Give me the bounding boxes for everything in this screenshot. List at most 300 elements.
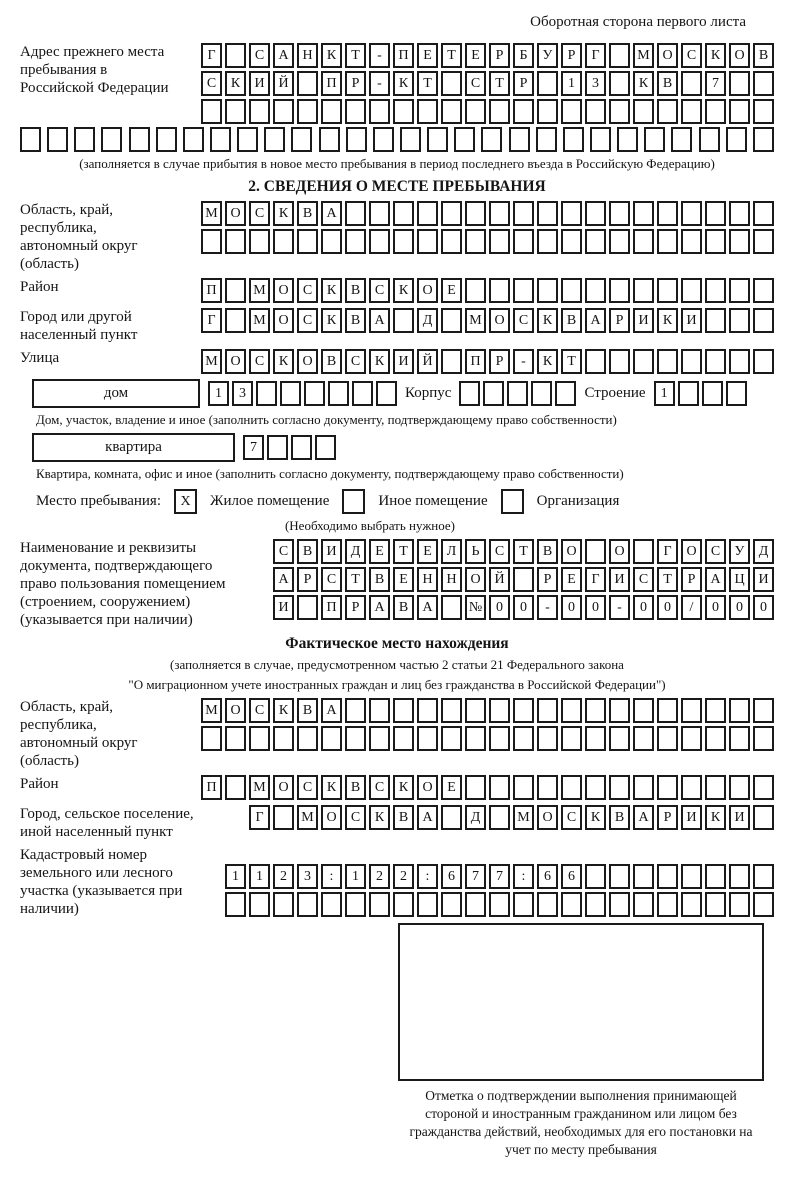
char-cell: 2	[393, 864, 414, 889]
char-cell	[753, 726, 774, 751]
char-cell: О	[465, 567, 486, 592]
char-cell	[369, 726, 390, 751]
char-cell: Й	[489, 567, 510, 592]
char-cell	[681, 229, 702, 254]
char-cell: С	[561, 805, 582, 830]
char-cell: О	[273, 278, 294, 303]
char-cell	[501, 489, 524, 514]
char-cell	[585, 864, 606, 889]
char-cell	[321, 892, 342, 917]
char-cell: К	[393, 278, 414, 303]
char-cell: С	[489, 539, 510, 564]
char-cell	[489, 99, 510, 124]
char-cell: С	[249, 43, 270, 68]
char-cell	[729, 71, 750, 96]
char-cell	[297, 726, 318, 751]
char-cell: К	[537, 349, 558, 374]
char-cell	[726, 381, 747, 406]
char-cell: Р	[489, 349, 510, 374]
char-cell	[590, 127, 611, 152]
char-cell	[705, 229, 726, 254]
char-cell: №	[465, 595, 486, 620]
char-cell: 1	[249, 864, 270, 889]
char-cell: А	[321, 201, 342, 226]
char-cell: :	[417, 864, 438, 889]
char-cell: Г	[201, 43, 222, 68]
char-cell	[681, 349, 702, 374]
char-cell	[297, 229, 318, 254]
char-cell	[753, 805, 774, 830]
char-cell: Р	[681, 567, 702, 592]
char-cell	[657, 99, 678, 124]
char-cell: 0	[705, 595, 726, 620]
char-cell	[393, 99, 414, 124]
prev-address-row-2	[201, 71, 774, 96]
char-cell	[633, 539, 654, 564]
char-cell	[249, 99, 270, 124]
char-cell	[513, 567, 534, 592]
char-cell: Е	[561, 567, 582, 592]
char-cell	[753, 229, 774, 254]
confirmation-mark-note: Отметка о подтверждении выполнения принимающей стороной и иностранным гражданином или лицом без гражданства действий, необходимых для его постановки на учет по месту пребывания	[409, 1088, 753, 1157]
prev-address-row-3	[201, 99, 774, 124]
char-cell	[237, 127, 258, 152]
char-cell	[280, 381, 301, 406]
char-cell	[417, 201, 438, 226]
char-cell: 3	[297, 864, 318, 889]
char-cell: Р	[513, 71, 534, 96]
char-cell: М	[633, 43, 654, 68]
char-cell	[465, 201, 486, 226]
char-cell	[489, 726, 510, 751]
char-cell: В	[609, 805, 630, 830]
char-cell: Е	[369, 539, 390, 564]
char-cell: О	[609, 539, 630, 564]
char-cell: Н	[297, 43, 318, 68]
char-cell: Р	[345, 71, 366, 96]
confirmation-mark-box	[398, 923, 764, 1081]
char-cell	[249, 229, 270, 254]
char-cell: В	[345, 278, 366, 303]
prev-address-row-1	[201, 43, 774, 68]
char-cell	[441, 71, 462, 96]
char-cell: 6	[537, 864, 558, 889]
option-organizatsiya-label: Организация	[536, 493, 620, 509]
fact-oblast-row-2	[201, 726, 774, 751]
char-cell	[369, 892, 390, 917]
char-cell	[555, 381, 576, 406]
char-cell: К	[393, 71, 414, 96]
char-cell	[671, 127, 692, 152]
char-cell: А	[321, 698, 342, 723]
ulitsa-row	[201, 349, 774, 374]
char-cell: К	[321, 278, 342, 303]
char-cell	[726, 127, 747, 152]
char-cell	[291, 127, 312, 152]
char-cell	[489, 201, 510, 226]
char-cell	[441, 99, 462, 124]
char-cell	[537, 775, 558, 800]
char-cell	[705, 278, 726, 303]
char-cell: В	[657, 71, 678, 96]
fact-raion-section	[20, 775, 774, 800]
char-cell	[345, 99, 366, 124]
char-cell: С	[345, 805, 366, 830]
char-cell	[585, 349, 606, 374]
char-cell: И	[321, 539, 342, 564]
char-cell	[753, 308, 774, 333]
char-cell	[657, 201, 678, 226]
char-cell	[537, 229, 558, 254]
gorod-section	[20, 308, 774, 344]
char-cell	[699, 127, 720, 152]
char-cell: Г	[201, 308, 222, 333]
char-cell	[753, 127, 774, 152]
char-cell: 7	[705, 71, 726, 96]
char-cell	[201, 726, 222, 751]
ulitsa-section	[20, 349, 774, 374]
char-cell: Р	[297, 567, 318, 592]
char-cell: В	[537, 539, 558, 564]
char-cell	[297, 71, 318, 96]
char-cell	[513, 698, 534, 723]
char-cell: 6	[441, 864, 462, 889]
char-cell: С	[681, 43, 702, 68]
char-cell	[681, 892, 702, 917]
char-cell	[585, 229, 606, 254]
raion-section	[20, 278, 774, 303]
char-cell: К	[393, 775, 414, 800]
char-cell	[609, 864, 630, 889]
char-cell	[225, 229, 246, 254]
char-cell	[225, 775, 246, 800]
char-cell: А	[369, 595, 390, 620]
char-cell: Т	[561, 349, 582, 374]
char-cell	[489, 775, 510, 800]
char-cell	[753, 71, 774, 96]
char-cell	[369, 698, 390, 723]
char-cell	[465, 775, 486, 800]
char-cell	[264, 127, 285, 152]
char-cell	[705, 698, 726, 723]
char-cell: С	[297, 278, 318, 303]
fact-raion-label: Район	[20, 776, 59, 792]
char-cell: 7	[465, 864, 486, 889]
char-cell: Т	[417, 71, 438, 96]
char-cell	[705, 892, 726, 917]
char-cell	[441, 892, 462, 917]
char-cell	[101, 127, 122, 152]
char-cell: С	[345, 349, 366, 374]
char-cell	[225, 726, 246, 751]
dom-note: Дом, участок, владение и иное (заполнить согласно документу, подтверждающему право собственности)	[36, 412, 617, 427]
confirmation-mark-area	[398, 923, 764, 1159]
char-cell	[483, 381, 504, 406]
char-cell	[417, 726, 438, 751]
char-cell	[633, 775, 654, 800]
char-cell	[657, 278, 678, 303]
char-cell: М	[249, 278, 270, 303]
char-cell: О	[225, 201, 246, 226]
gorod-label: Город или другой населенный пункт	[20, 309, 138, 343]
char-cell	[729, 775, 750, 800]
dom-section	[32, 379, 774, 408]
prev-address-row-4	[20, 127, 774, 152]
fact-raion-row	[201, 775, 774, 800]
char-cell	[585, 892, 606, 917]
char-cell: Т	[489, 71, 510, 96]
char-cell	[705, 308, 726, 333]
char-cell	[513, 99, 534, 124]
char-cell: В	[297, 201, 318, 226]
oblast-section	[20, 201, 774, 273]
mesto-label: Место пребывания:	[36, 493, 161, 509]
char-cell	[273, 99, 294, 124]
char-cell	[376, 381, 397, 406]
char-cell	[609, 229, 630, 254]
char-cell: И	[273, 595, 294, 620]
char-cell	[465, 698, 486, 723]
char-cell	[561, 726, 582, 751]
char-cell: О	[681, 539, 702, 564]
char-cell: Г	[585, 567, 606, 592]
char-cell	[352, 381, 373, 406]
page-side-note: Оборотная сторона первого листа	[530, 14, 746, 30]
char-cell	[705, 201, 726, 226]
char-cell: X	[174, 489, 197, 514]
oblast-row-2	[201, 229, 774, 254]
char-cell: 1	[225, 864, 246, 889]
char-cell: А	[273, 43, 294, 68]
char-cell: К	[705, 43, 726, 68]
char-cell: В	[561, 308, 582, 333]
char-cell	[441, 349, 462, 374]
char-cell: 6	[561, 864, 582, 889]
char-cell	[729, 726, 750, 751]
fact-note-2: "О миграционном учете иностранных граждан и лиц без гражданства в Российской Федерации")	[128, 677, 666, 692]
char-cell: О	[273, 308, 294, 333]
char-cell: О	[417, 775, 438, 800]
prev-address-label: Адрес прежнего места пребывания в Российской Федерации	[20, 44, 169, 96]
char-cell: Е	[393, 567, 414, 592]
char-cell	[753, 775, 774, 800]
char-cell	[681, 71, 702, 96]
char-cell	[563, 127, 584, 152]
char-cell	[393, 201, 414, 226]
char-cell	[465, 229, 486, 254]
char-cell: Н	[417, 567, 438, 592]
char-cell: В	[393, 805, 414, 830]
char-cell: Б	[513, 43, 534, 68]
char-cell: К	[633, 71, 654, 96]
char-cell: Т	[345, 567, 366, 592]
char-cell	[441, 308, 462, 333]
char-cell	[273, 892, 294, 917]
char-cell	[633, 99, 654, 124]
char-cell	[681, 864, 702, 889]
char-cell	[328, 381, 349, 406]
char-cell: М	[201, 201, 222, 226]
char-cell: Т	[393, 539, 414, 564]
char-cell: С	[513, 308, 534, 333]
char-cell: К	[705, 805, 726, 830]
korpus-row	[459, 381, 576, 406]
raion-label: Район	[20, 279, 59, 295]
char-cell	[729, 99, 750, 124]
char-cell: И	[633, 308, 654, 333]
char-cell	[633, 349, 654, 374]
char-cell	[609, 892, 630, 917]
char-cell	[225, 99, 246, 124]
char-cell: О	[321, 805, 342, 830]
char-cell	[489, 278, 510, 303]
char-cell	[393, 308, 414, 333]
char-cell: Д	[465, 805, 486, 830]
char-cell: С	[297, 308, 318, 333]
char-cell	[129, 127, 150, 152]
char-cell	[609, 99, 630, 124]
kvartira-note: Квартира, комната, офис и иное (заполнить согласно документу, подтверждающему право собственности)	[36, 466, 624, 481]
char-cell	[441, 229, 462, 254]
char-cell	[321, 229, 342, 254]
char-cell	[489, 229, 510, 254]
char-cell: И	[393, 349, 414, 374]
char-cell: -	[369, 71, 390, 96]
option-organizatsiya-checkbox	[501, 489, 524, 514]
char-cell	[201, 229, 222, 254]
char-cell	[633, 698, 654, 723]
char-cell: Р	[537, 567, 558, 592]
oblast-label: Область, край, республика, автономный округ (область)	[20, 202, 138, 272]
char-cell: И	[681, 805, 702, 830]
char-cell	[489, 805, 510, 830]
char-cell: 1	[345, 864, 366, 889]
char-cell: 0	[585, 595, 606, 620]
fact-oblast-row-1	[201, 698, 774, 723]
char-cell	[633, 892, 654, 917]
dom-field-box: дом	[32, 379, 200, 408]
char-cell: О	[657, 43, 678, 68]
char-cell	[681, 726, 702, 751]
char-cell: В	[297, 539, 318, 564]
char-cell: Р	[657, 805, 678, 830]
char-cell: :	[321, 864, 342, 889]
char-cell: С	[321, 567, 342, 592]
char-cell: С	[369, 278, 390, 303]
char-cell	[345, 698, 366, 723]
char-cell	[753, 99, 774, 124]
char-cell: И	[249, 71, 270, 96]
stroenie-label: Строение	[584, 385, 646, 401]
char-cell	[609, 43, 630, 68]
char-cell	[753, 349, 774, 374]
char-cell	[225, 308, 246, 333]
char-cell: О	[273, 775, 294, 800]
char-cell	[705, 99, 726, 124]
char-cell: К	[321, 308, 342, 333]
char-cell: К	[369, 805, 390, 830]
char-cell	[369, 99, 390, 124]
char-cell	[249, 726, 270, 751]
char-cell	[201, 99, 222, 124]
fact-gorod-label: Город, сельское поселение, иной населенный пункт	[20, 806, 194, 840]
option-inoe-label: Иное помещение	[378, 493, 488, 509]
char-cell	[561, 201, 582, 226]
char-cell: Р	[489, 43, 510, 68]
char-cell: А	[633, 805, 654, 830]
char-cell: С	[249, 698, 270, 723]
fact-oblast-rows	[201, 698, 774, 770]
char-cell: Ь	[465, 539, 486, 564]
char-cell: 1	[561, 71, 582, 96]
kvartira-section	[32, 433, 774, 462]
char-cell	[47, 127, 68, 152]
char-cell	[74, 127, 95, 152]
char-cell: Е	[417, 539, 438, 564]
kadastr-rows	[225, 864, 774, 918]
char-cell	[465, 892, 486, 917]
char-cell	[729, 349, 750, 374]
char-cell	[609, 278, 630, 303]
char-cell	[273, 805, 294, 830]
char-cell	[465, 99, 486, 124]
char-cell: К	[273, 349, 294, 374]
char-cell	[753, 892, 774, 917]
char-cell	[585, 201, 606, 226]
char-cell: Т	[513, 539, 534, 564]
gorod-row	[201, 308, 774, 333]
stroenie-row	[654, 381, 747, 406]
char-cell	[417, 892, 438, 917]
char-cell: 0	[489, 595, 510, 620]
char-cell: О	[489, 308, 510, 333]
char-cell: Д	[345, 539, 366, 564]
char-cell: А	[369, 308, 390, 333]
char-cell	[513, 201, 534, 226]
char-cell: И	[681, 308, 702, 333]
char-cell	[513, 726, 534, 751]
char-cell: М	[249, 308, 270, 333]
char-cell	[417, 99, 438, 124]
char-cell: П	[393, 43, 414, 68]
prev-address-note: (заполняется в случае прибытия в новое место пребывания в период последнего въезда в Российскую Федерацию)	[79, 156, 715, 171]
prev-address-rows	[201, 43, 774, 124]
char-cell: М	[201, 698, 222, 723]
char-cell	[729, 201, 750, 226]
char-cell	[417, 229, 438, 254]
kadastr-row-1	[225, 864, 774, 889]
korpus-label: Корпус	[405, 385, 452, 401]
char-cell: Р	[345, 595, 366, 620]
char-cell	[585, 539, 606, 564]
char-cell	[633, 201, 654, 226]
char-cell	[633, 278, 654, 303]
char-cell: М	[297, 805, 318, 830]
char-cell: М	[513, 805, 534, 830]
char-cell	[513, 278, 534, 303]
char-cell: С	[249, 201, 270, 226]
char-cell: Е	[441, 278, 462, 303]
prev-address-section	[20, 43, 774, 124]
char-cell	[531, 381, 552, 406]
char-cell: В	[345, 775, 366, 800]
char-cell: С	[705, 539, 726, 564]
char-cell	[729, 698, 750, 723]
section2-title: 2. СВЕДЕНИЯ О МЕСТЕ ПРЕБЫВАНИЯ	[248, 178, 546, 195]
char-cell	[633, 726, 654, 751]
char-cell	[319, 127, 340, 152]
char-cell: С	[297, 775, 318, 800]
